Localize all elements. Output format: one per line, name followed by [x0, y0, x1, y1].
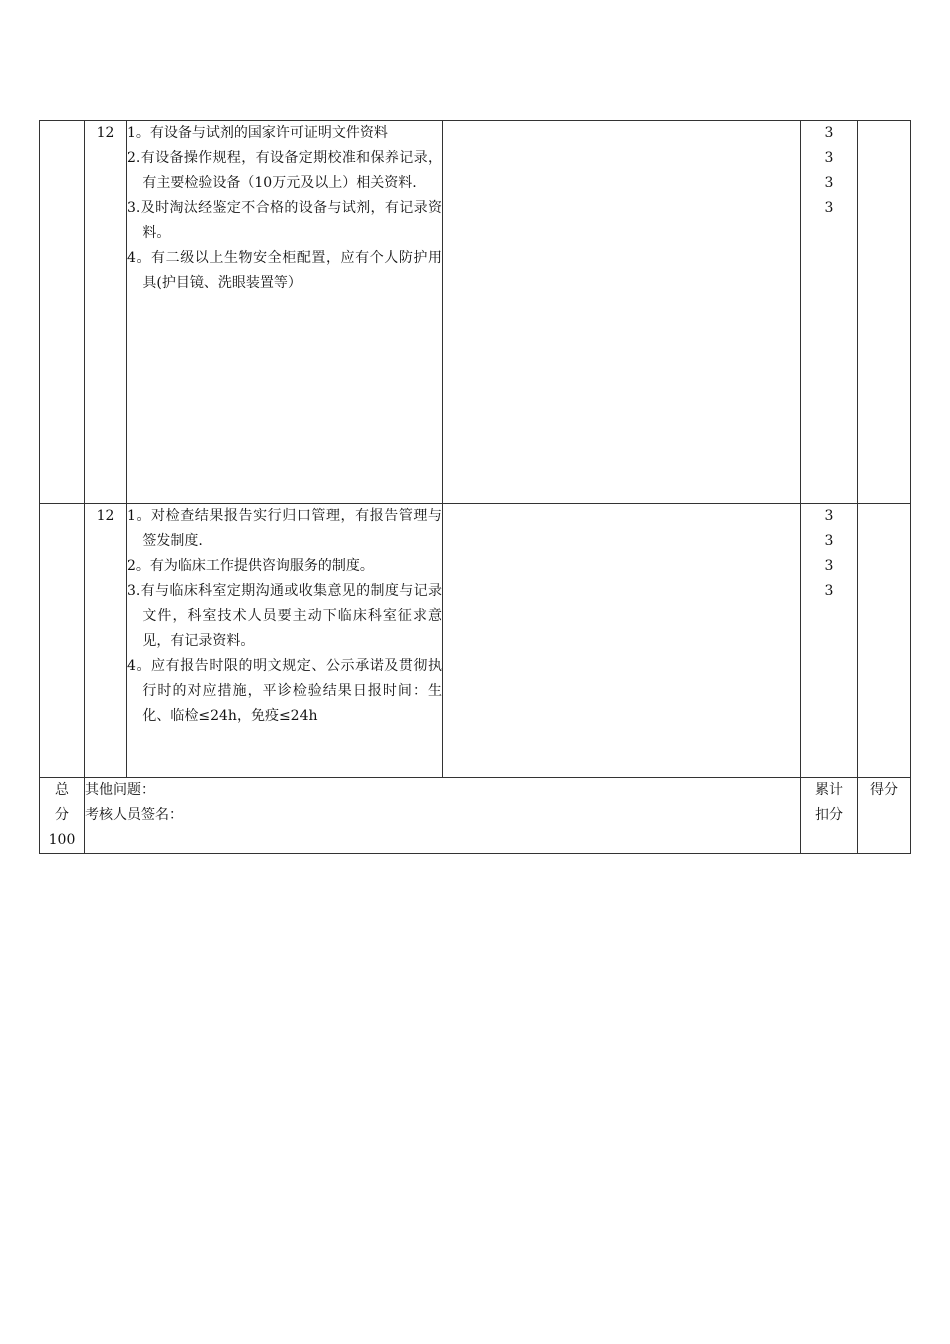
- score-cell: [801, 504, 858, 778]
- cumulative-label: 累计: [815, 782, 843, 798]
- total-label: 总: [55, 782, 69, 798]
- final-score-label: 得分: [870, 782, 898, 798]
- score-value: 3: [824, 508, 834, 524]
- criteria-item: 3.有与临床科室定期沟通或收集意见的制度与记录文件，科室技术人员要主动下临床科室征求意见，有记录资料。: [127, 583, 442, 649]
- score-value: 3: [824, 200, 834, 216]
- other-issues-label: 其他问题：: [85, 782, 155, 798]
- deduction-cell: [858, 504, 911, 778]
- notes-cell: [85, 778, 801, 854]
- criteria-item: 2。有为临床工作提供咨询服务的制度。: [127, 558, 374, 574]
- criteria-item: 2.有设备操作规程，有设备定期校准和保养记录，有主要检验设备（10万元及以上）相关资料.: [127, 150, 442, 191]
- score-value: 3: [824, 533, 834, 549]
- criteria-item: 1。有设备与试剂的国家许可证明文件资料: [127, 125, 388, 141]
- examiner-signature-label: 考核人员签名：: [85, 807, 183, 823]
- points-cell: [85, 504, 127, 778]
- deduction-cell: [858, 121, 911, 504]
- final-score-cell: [858, 778, 911, 854]
- cumulative-deduction-cell: [801, 778, 858, 854]
- total-label: 分: [55, 807, 69, 823]
- criteria-cell: [127, 504, 443, 778]
- method-cell: [443, 504, 801, 778]
- table-row: [40, 121, 911, 504]
- method-cell: [443, 121, 801, 504]
- score-value: 3: [824, 558, 834, 574]
- score-value: 3: [824, 583, 834, 599]
- points-value: 12: [96, 125, 115, 141]
- criteria-cell: [127, 121, 443, 504]
- cumulative-label: 扣分: [815, 807, 843, 823]
- score-cell: [801, 121, 858, 504]
- score-value: 3: [824, 150, 834, 166]
- assessment-table: [39, 120, 911, 854]
- total-label-cell: [40, 778, 85, 854]
- criteria-item: 4。应有报告时限的明文规定、公示承诺及贯彻执行时的对应措施，平诊检验结果日报时间：生化、临检≤24h，免疫≤24h: [127, 658, 442, 724]
- category-cell: [40, 504, 85, 778]
- score-value: 3: [824, 125, 834, 141]
- points-value: 12: [96, 508, 115, 524]
- criteria-item: 1。对检查结果报告实行归口管理，有报告管理与签发制度.: [127, 508, 442, 549]
- table-row: [40, 504, 911, 778]
- criteria-item: 4。有二级以上生物安全柜配置，应有个人防护用具(护目镜、洗眼装置等）: [127, 250, 442, 291]
- category-cell: [40, 121, 85, 504]
- criteria-item: 3.及时淘汰经鉴定不合格的设备与试剂，有记录资料。: [127, 200, 442, 241]
- table-row-total: [40, 778, 911, 854]
- points-cell: [85, 121, 127, 504]
- score-value: 3: [824, 175, 834, 191]
- total-value: 100: [48, 832, 76, 848]
